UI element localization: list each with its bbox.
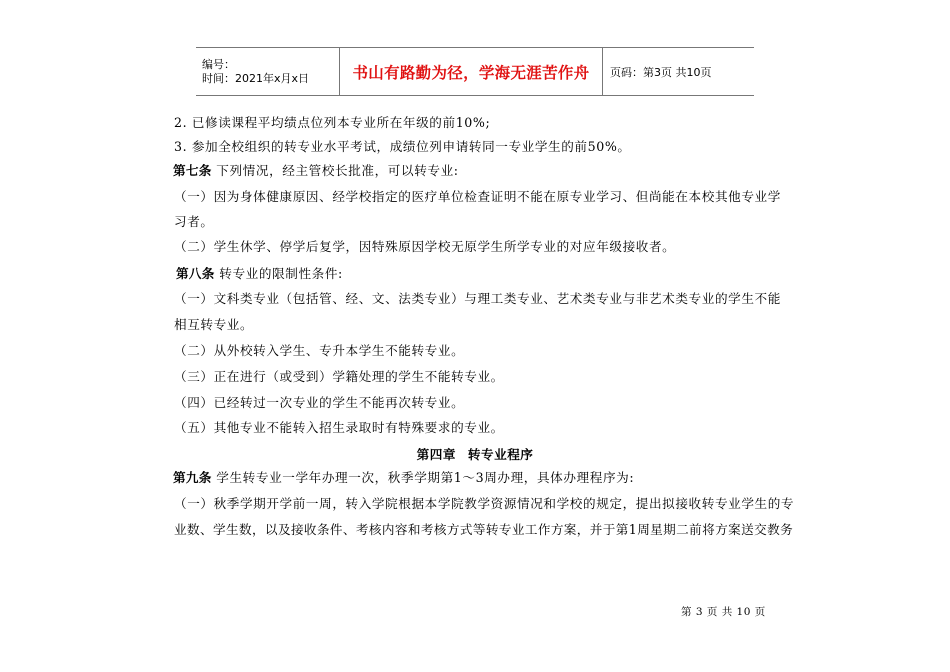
chapter-title: 转专业程序 [467,447,534,462]
article-8 [176,266,343,282]
article-text: 学生转专业一学年办理一次，秋季学期第1～3周办理，具体办理程序为: [211,470,635,485]
paragraph: 2. 已修读课程平均绩点位列本专业所在年级的前10%; [174,115,491,130]
article-9 [173,470,634,486]
paragraph: 相互转专业。 [174,317,254,332]
chapter-heading [0,444,950,463]
header-page-number: 页码：第3页 共10页 [610,65,712,79]
article-7 [173,163,459,179]
document-number-label: 编号： [202,57,235,71]
article-title: 第九条 [173,470,212,485]
article-text: 下列情况，经主管校长批准，可以转专业: [211,163,459,178]
paragraph: （一）秋季学期开学前一周，转入学院根据本学院教学资源情况和学校的规定，提出拟接收转专业学生的专 [174,496,795,511]
chapter-number: 第四章 [416,447,456,462]
paragraph: （一）文科类专业（包括管、经、文、法类专业）与理工类专业、艺术类专业与非艺术类专业的学生不能 [174,291,781,306]
page-header [196,47,754,96]
paragraph: 业数、学生数，以及接收条件、考核内容和考核方式等转专业工作方案，并于第1周星期二前将方案送交教务 [174,522,794,537]
header-left [196,48,339,95]
paragraph: （一）因为身体健康原因、经学校指定的医疗单位检查证明不能在原专业学习、但尚能在本校其他专业学 [174,189,781,204]
article-text: 转专业的限制性条件: [214,266,343,281]
paragraph: （二）从外校转入学生、专升本学生不能转专业。 [174,343,465,358]
page-footer: 第 3 页 共 10 页 [681,606,766,618]
paragraph: （二）学生休学、停学后复学，因特殊原因学校无原学生所学专业的对应年级接收者。 [174,239,676,254]
header-right [603,48,754,95]
paragraph: 习者。 [174,214,214,229]
article-title: 第八条 [176,266,215,281]
document-date: 时间：2021年x月x日 [202,71,310,85]
article-title: 第七条 [173,163,212,178]
paragraph: （三）正在进行（或受到）学籍处理的学生不能转专业。 [174,369,504,384]
header-motto: 书山有路勤为径，学海无涯苦作舟 [352,63,590,82]
paragraph: （四）已经转过一次专业的学生不能再次转专业。 [174,395,465,410]
paragraph: （五）其他专业不能转入招生录取时有特殊要求的专业。 [174,420,504,435]
header-middle [339,48,603,95]
paragraph: 3. 参加全校组织的转专业水平考试，成绩位列申请转同一专业学生的前50%。 [174,139,631,154]
